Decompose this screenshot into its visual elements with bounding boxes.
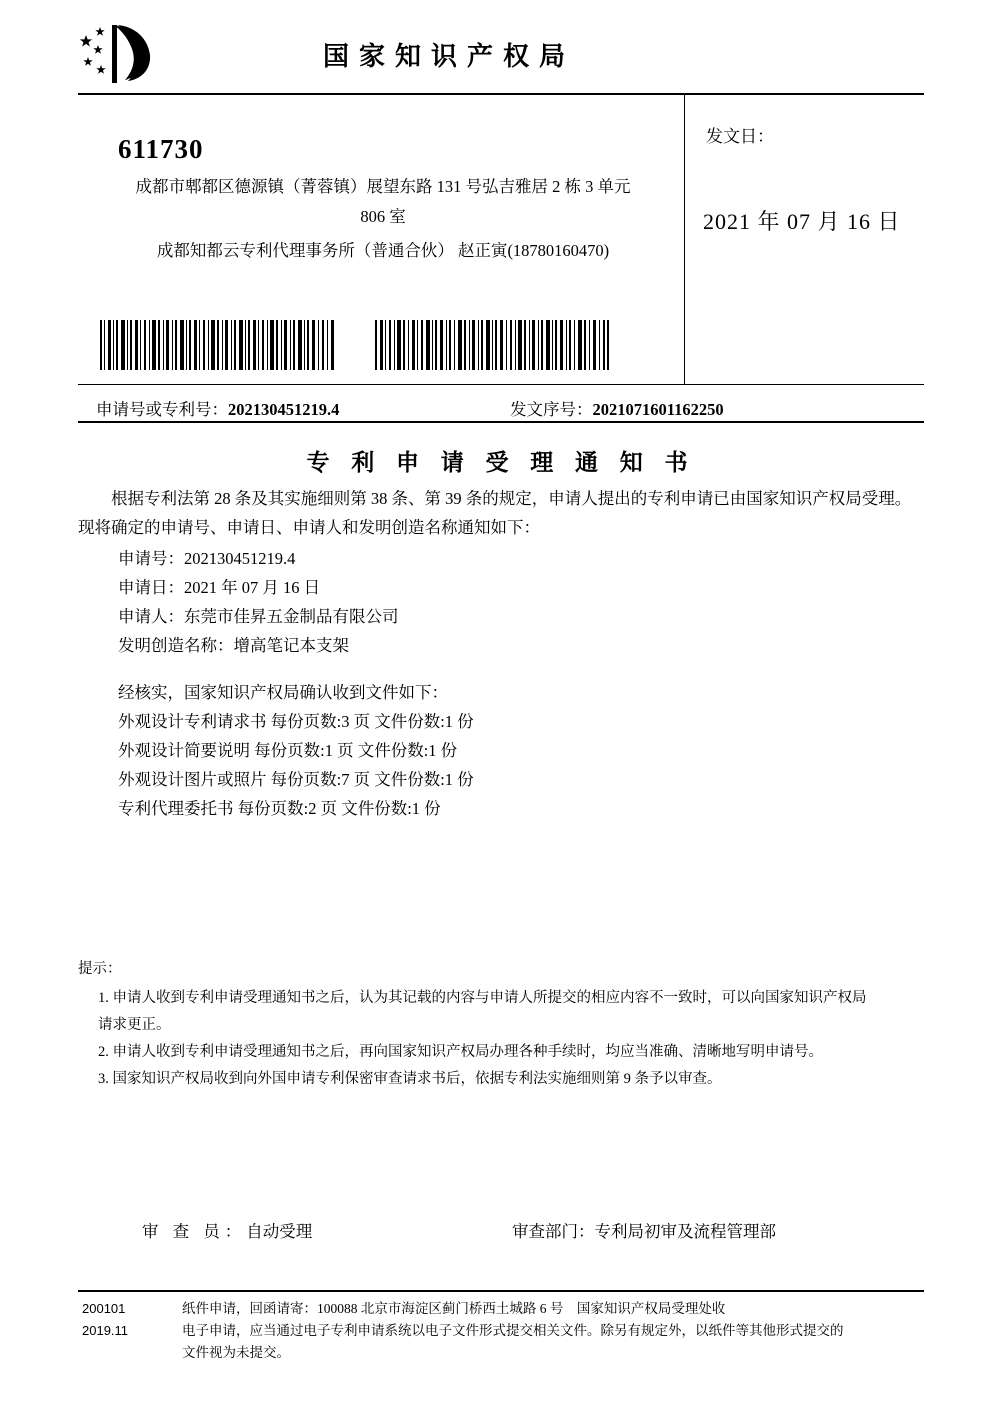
address-line-2: 806 室 <box>360 207 406 226</box>
list-item: 1. 申请人收到专利申请受理通知书之后，认为其记载的内容与申请人所提交的相应内容不一致时，可以向国家知识产权局 <box>98 990 867 1006</box>
footer-row-2 <box>82 1320 928 1342</box>
dispatch-number-value: 2021071601162250 <box>592 400 724 419</box>
date-column-divider <box>684 93 685 384</box>
received-documents-intro: 经核实，国家知识产权局确认收到文件如下： <box>118 683 448 702</box>
notes-heading: 提示： <box>78 961 122 977</box>
application-number-barcode <box>100 320 335 370</box>
barcode-divider <box>78 384 924 385</box>
list-item: 专利代理委托书 每份页数:2 页 文件份数:1 份 <box>118 799 441 818</box>
footer-text-2: 电子申请，应当通过电子专利申请系统以电子文件形式提交相关文件。除另有规定外，以纸件等其他形式提交的 <box>182 1323 844 1338</box>
application-number-value: 202130451219.4 <box>228 400 340 419</box>
list-item: 外观设计专利请求书 每份页数:3 页 文件份数:1 份 <box>118 712 474 731</box>
patent-office-emblem-icon <box>78 21 164 87</box>
department-value: 专利局初审及流程管理部 <box>594 1222 776 1241</box>
document-number: 611730 <box>118 134 204 164</box>
numbers-divider <box>78 421 924 423</box>
address-line-1: 成都市郫都区德源镇（菁蓉镇）展望东路 131 号弘吉雅居 2 栋 3 单元 <box>135 177 631 196</box>
received-documents-list <box>78 678 924 823</box>
footer-text-3: 文件视为未提交。 <box>182 1345 290 1360</box>
dispatch-date-value: 2021 年 07 月 16 日 <box>703 209 901 234</box>
notes-list <box>78 985 924 1093</box>
dispatch-number-barcode <box>375 320 610 370</box>
note-1-continuation: 请求更正。 <box>98 1017 171 1033</box>
application-number-label: 申请号或专利号： <box>96 400 228 419</box>
dispatch-number-label: 发文序号： <box>510 400 593 419</box>
list-item: 申请日：2021 年 07 月 16 日 <box>118 578 321 597</box>
examiner-label: 审 查 员： <box>142 1222 247 1241</box>
document-header <box>78 18 924 90</box>
header-divider <box>78 93 924 95</box>
recipient-address <box>100 172 666 266</box>
list-item: 申请号：202130451219.4 <box>118 549 296 568</box>
list-item: 2. 申请人收到专利申请受理通知书之后，再向国家知识产权局办理各种手续时，均应当准确、清晰地写明申请号。 <box>98 1044 823 1060</box>
dispatch-date-label: 发文日： <box>706 127 774 146</box>
department-label: 审查部门： <box>512 1222 595 1241</box>
footer-code-2: 2019.11 <box>82 1323 129 1338</box>
document-footer <box>82 1298 928 1364</box>
document-body <box>78 484 924 823</box>
notes-section <box>78 956 924 1093</box>
organization-title: 国家知识产权局 <box>322 41 575 71</box>
footer-row-1 <box>82 1298 928 1320</box>
footer-text-1: 纸件申请，回函请寄：100088 北京市海淀区蓟门桥西土城路 6 号 国家知识产权局受理处收 <box>182 1301 726 1316</box>
list-item: 外观设计简要说明 每份页数:1 页 文件份数:1 份 <box>118 741 458 760</box>
list-item: 外观设计图片或照片 每份页数:7 页 文件份数:1 份 <box>118 770 474 789</box>
list-item: 申请人：东莞市佳昇五金制品有限公司 <box>118 607 399 626</box>
agency-line: 成都知都云专利代理事务所（普通合伙） 赵正寅(18780160470) <box>156 241 610 260</box>
list-item: 3. 国家知识产权局收到向外国申请专利保密审查请求书后，依据专利法实施细则第 9 条予以审查。 <box>98 1071 722 1087</box>
examiner-row <box>142 1218 312 1242</box>
body-spacer <box>78 660 924 678</box>
footer-divider <box>78 1290 924 1292</box>
footer-row-3 <box>82 1342 928 1364</box>
department-row <box>512 1218 776 1242</box>
dispatch-number-row <box>510 396 724 420</box>
footer-code-1: 200101 <box>82 1301 126 1316</box>
application-number-row <box>96 396 339 420</box>
body-paragraph-1: 根据专利法第 28 条及其实施细则第 38 条、第 39 条的规定，申请人提出的专利申请已由国家知识产权局受理。现将确定的申请号、申请日、申请人和发明创造名称通知如下： <box>78 489 912 537</box>
application-fields-list <box>78 544 924 660</box>
list-item: 发明创造名称：增高笔记本支架 <box>118 636 349 655</box>
examiner-value: 自动受理 <box>246 1222 313 1241</box>
page-title: 专 利 申 请 受 理 通 知 书 <box>306 450 696 475</box>
